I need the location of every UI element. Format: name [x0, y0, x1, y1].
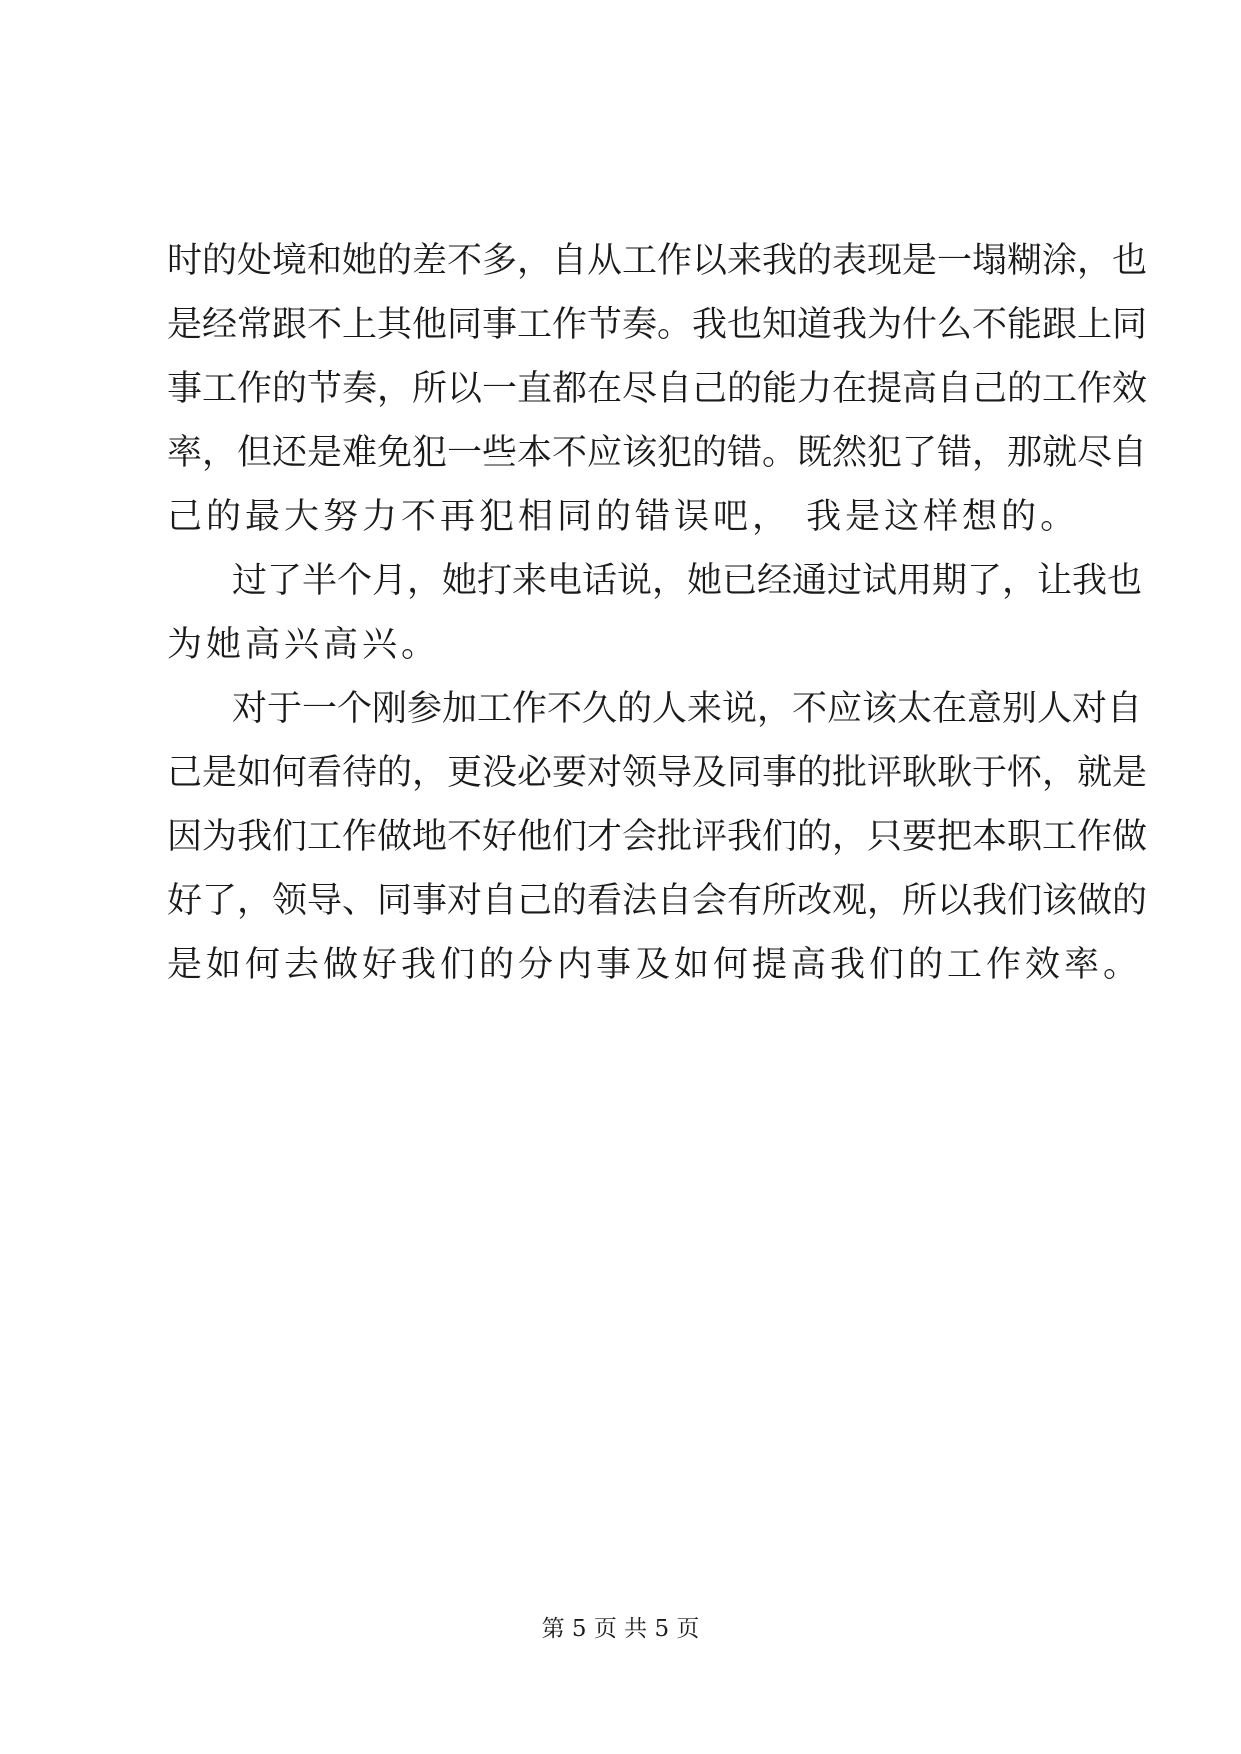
paragraph-line: 是经常跟不上其他同事工作节奏。我也知道我为什么不能跟上同 — [167, 305, 1148, 345]
paragraph-line: 己是如何看待的，更没必要对领导及同事的批评耿耿于怀，就是 — [167, 753, 1148, 793]
paragraph-line: 好了，领导、同事对自己的看法自会有所改观，所以我们该做的 — [167, 881, 1148, 921]
paragraph-line: 时的处境和她的差不多，自从工作以来我的表现是一塌糊涂，也 — [167, 241, 1148, 281]
paragraph-line: 是如何去做好我们的分内事及如何提高我们的工作效率。 — [167, 945, 1143, 985]
paragraph-line: 为她高兴高兴。 — [167, 625, 441, 665]
paragraph-line: 过了半个月，她打来电话说，她已经通过试用期了，让我也 — [232, 561, 1143, 601]
page-number-footer: 第 5 页 共 5 页 — [541, 1616, 700, 1642]
paragraph-line: 己的最大努力不再犯相同的错误吧， 我是这样想的。 — [167, 497, 1080, 537]
paragraph-line: 率，但还是难免犯一些本不应该犯的错。既然犯了错，那就尽自 — [167, 433, 1148, 473]
paragraph-line: 因为我们工作做地不好他们才会批评我们的，只要把本职工作做 — [167, 817, 1148, 857]
paragraph-line: 事工作的节奏，所以一直都在尽自己的能力在提高自己的工作效 — [167, 369, 1148, 409]
paragraph-line: 对于一个刚参加工作不久的人来说，不应该太在意别人对自 — [232, 689, 1143, 729]
